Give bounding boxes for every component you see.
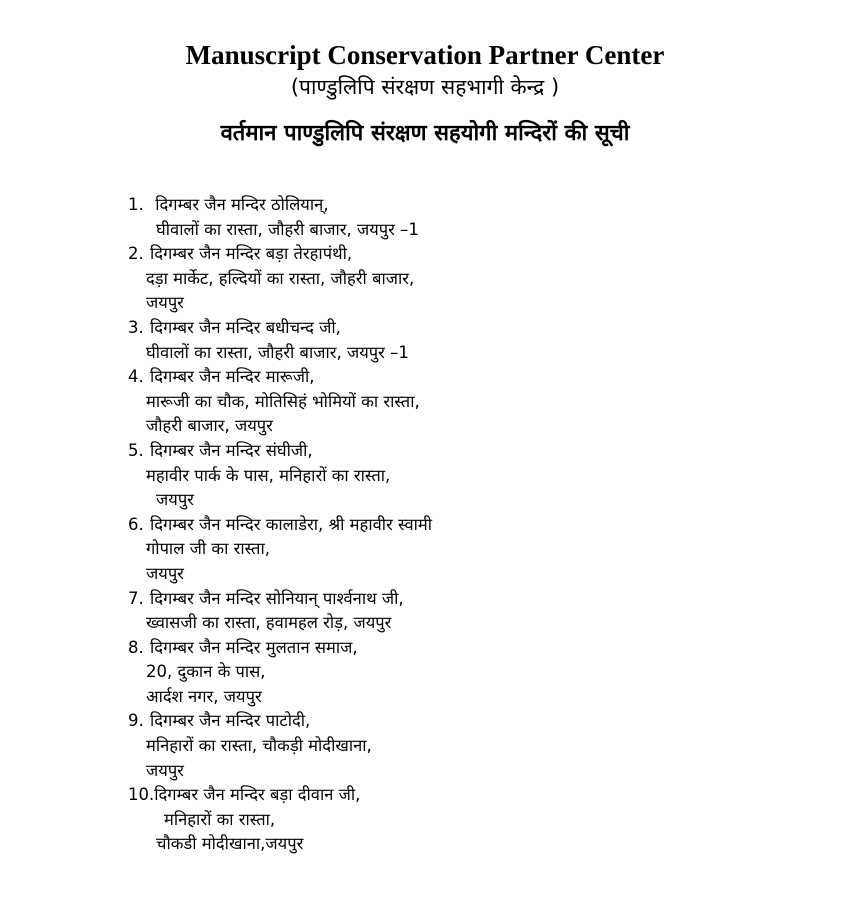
list-item — [128, 242, 828, 316]
list-item — [128, 709, 828, 783]
item-number: 8. — [128, 637, 144, 657]
temple-name: दिगम्बर जैन मन्दिर संघीजी, — [150, 440, 313, 460]
address-line: घीवालों का रास्ता, जौहरी बाजार, जयपुर –1 — [156, 219, 419, 239]
list-heading: वर्तमान पाण्डुलिपि संरक्षण सहयोगी मन्दिरों की सूची — [220, 121, 630, 146]
list-item — [128, 636, 828, 710]
list-item — [128, 439, 828, 513]
list-item — [128, 316, 828, 365]
address-line: चौकडी मोदीखाना,जयपुर — [156, 834, 304, 854]
temple-name: दिगम्बर जैन मन्दिर बड़ा दीवान जी, — [154, 785, 361, 805]
address-line: आर्दश नगर, जयपुर — [146, 686, 262, 706]
temple-name: दिगम्बर जैन मन्दिर मारूजी, — [150, 367, 315, 387]
temple-name: दिगम्बर जैन मन्दिर बड़ा तेरहापंथी, — [150, 244, 353, 264]
list-item — [128, 365, 828, 439]
item-number: 5. — [128, 440, 144, 460]
temple-name: दिगम्बर जैन मन्दिर सोनियान् पार्श्वनाथ जी, — [150, 588, 404, 608]
address-line: 20, दुकान के पास, — [146, 662, 266, 682]
item-number: 2. — [128, 244, 144, 264]
item-number: 6. — [128, 514, 144, 534]
item-number: 1. — [128, 195, 144, 214]
item-number: 4. — [128, 367, 144, 387]
list-item — [128, 513, 828, 587]
address-line: जयपुर — [146, 563, 184, 583]
temple-name: दिगम्बर जैन मन्दिर पाटोदी, — [150, 711, 311, 731]
page-title: Manuscript Conservation Partner Center — [185, 40, 665, 70]
temple-name: दिगम्बर जैन मन्दिर ठोलियान्, — [155, 195, 329, 214]
address-line: जौहरी बाजार, जयपुर — [146, 416, 273, 436]
address-line: घीवालों का रास्ता, जौहरी बाजार, जयपुर –1 — [146, 342, 409, 362]
list-item — [128, 193, 828, 242]
address-line: जयपुर — [146, 293, 184, 313]
page-subtitle: (पाण्डुलिपि संरक्षण सहभागी केन्द्र ) — [290, 75, 560, 99]
item-number: 10. — [128, 785, 155, 805]
item-number: 9. — [128, 711, 144, 731]
address-line: जयपुर — [146, 760, 184, 780]
list-item — [128, 587, 828, 636]
address-line: मनिहारों का रास्ता, — [164, 809, 276, 829]
temple-name: दिगम्बर जैन मन्दिर बधीचन्द जी, — [150, 317, 341, 337]
temple-name: दिगम्बर जैन मन्दिर कालाडेरा, श्री महावीर स्वामी — [150, 514, 433, 534]
item-number: 3. — [128, 317, 144, 337]
address-line: दड़ा मार्केट, हल्दियों का रास्ता, जौहरी बाजार, — [146, 268, 415, 288]
address-line: मनिहारों का रास्ता, चौकड़ी मोदीखाना, — [146, 736, 372, 756]
address-line: जयपुर — [156, 490, 194, 510]
item-number: 7. — [128, 588, 144, 608]
address-line: मारूजी का चौक, मोतिसिहं भोमियों का रास्ता, — [146, 391, 420, 411]
address-line: गोपाल जी का रास्ता, — [146, 539, 270, 559]
temple-list — [128, 193, 828, 857]
address-line: महावीर पार्क के पास, मनिहारों का रास्ता, — [146, 465, 391, 485]
list-item — [128, 783, 828, 857]
address-line: ख्वासजी का रास्ता, हवामहल रोड़, जयपुर — [146, 613, 392, 633]
temple-name: दिगम्बर जैन मन्दिर मुलतान समाज, — [150, 637, 358, 657]
